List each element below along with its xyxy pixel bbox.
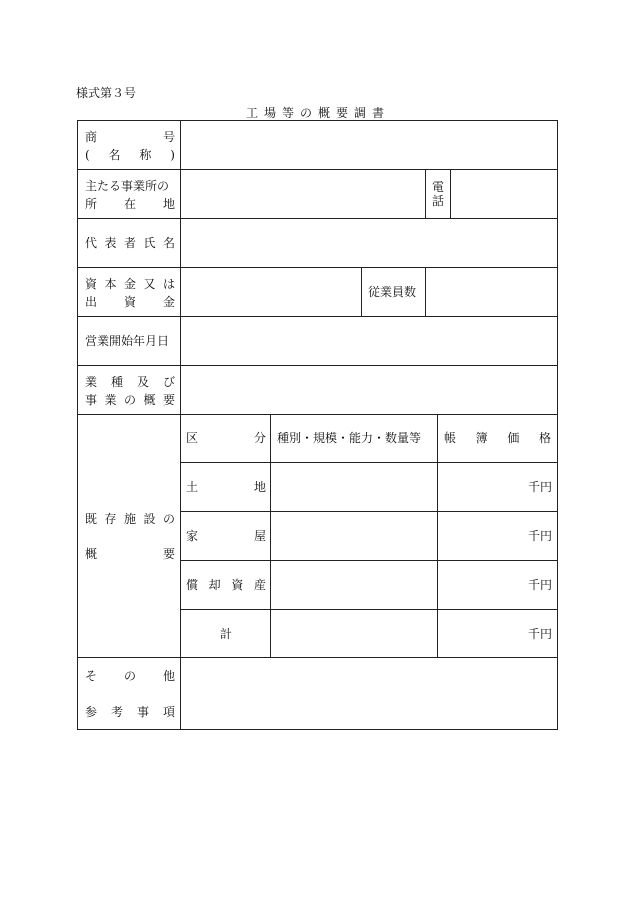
business-summary-label: 事 業 の 概 要 (85, 393, 175, 407)
total-label: 計 (220, 627, 233, 641)
land-unit: 千円 (528, 480, 553, 494)
detail-header: 種別・規模・能力・数量等 (277, 431, 422, 445)
employees-label: 従業員数 (368, 285, 417, 299)
employees-field[interactable] (426, 268, 557, 316)
trade-name-label: 商 号 (85, 130, 175, 144)
trade-name-sub-label: ( 名 称 ) (85, 148, 175, 162)
business-summary-field[interactable] (181, 366, 557, 414)
main-office-label: 主たる事業所の (85, 179, 170, 193)
trade-name-field[interactable] (181, 121, 557, 169)
phone-field[interactable] (451, 170, 557, 218)
business-start-date-field[interactable] (181, 317, 557, 365)
depreciable-assets-unit: 千円 (528, 578, 553, 592)
building-detail-field[interactable] (271, 512, 437, 560)
building-label: 家 屋 (186, 529, 266, 543)
survey-form-table (77, 120, 558, 730)
other-label: そ の 他 (85, 669, 175, 683)
investment-label: 出 資 金 (85, 295, 175, 309)
business-type-label: 業 種 及 び (85, 375, 175, 389)
total-unit: 千円 (528, 627, 553, 641)
representative-field[interactable] (181, 219, 557, 267)
employees-divider (361, 267, 362, 316)
land-label: 土 地 (186, 480, 266, 494)
book-value-header: 帳 簿 価 格 (444, 431, 551, 445)
total-detail-field[interactable] (271, 610, 437, 657)
row-divider (78, 414, 557, 415)
reference-notes-field[interactable] (181, 658, 557, 729)
phone-label: 電 話 (431, 180, 444, 208)
representative-label: 代 表 者 氏 名 (85, 236, 175, 250)
document-title: 工場等の概要調書 (245, 106, 390, 120)
office-location-label: 所 在 地 (85, 197, 175, 211)
capital-label: 資 本 金 又 は (85, 277, 175, 291)
category-header: 区 分 (186, 431, 266, 445)
facilities-label: 既 存 施 設 の (85, 512, 175, 526)
phone-divider (425, 169, 426, 218)
form-number: 様式第３号 (76, 86, 137, 100)
building-unit: 千円 (528, 529, 553, 543)
business-start-date-label: 営業開始年月日 (85, 334, 170, 348)
land-detail-field[interactable] (271, 463, 437, 511)
office-address-field[interactable] (181, 170, 425, 218)
reference-notes-label: 参 考 事 項 (85, 705, 175, 719)
facilities-summary-label: 概 要 (85, 547, 175, 561)
depreciable-assets-detail-field[interactable] (271, 561, 437, 609)
depreciable-assets-label: 償 却 資 産 (186, 578, 266, 592)
capital-field[interactable] (181, 268, 361, 316)
